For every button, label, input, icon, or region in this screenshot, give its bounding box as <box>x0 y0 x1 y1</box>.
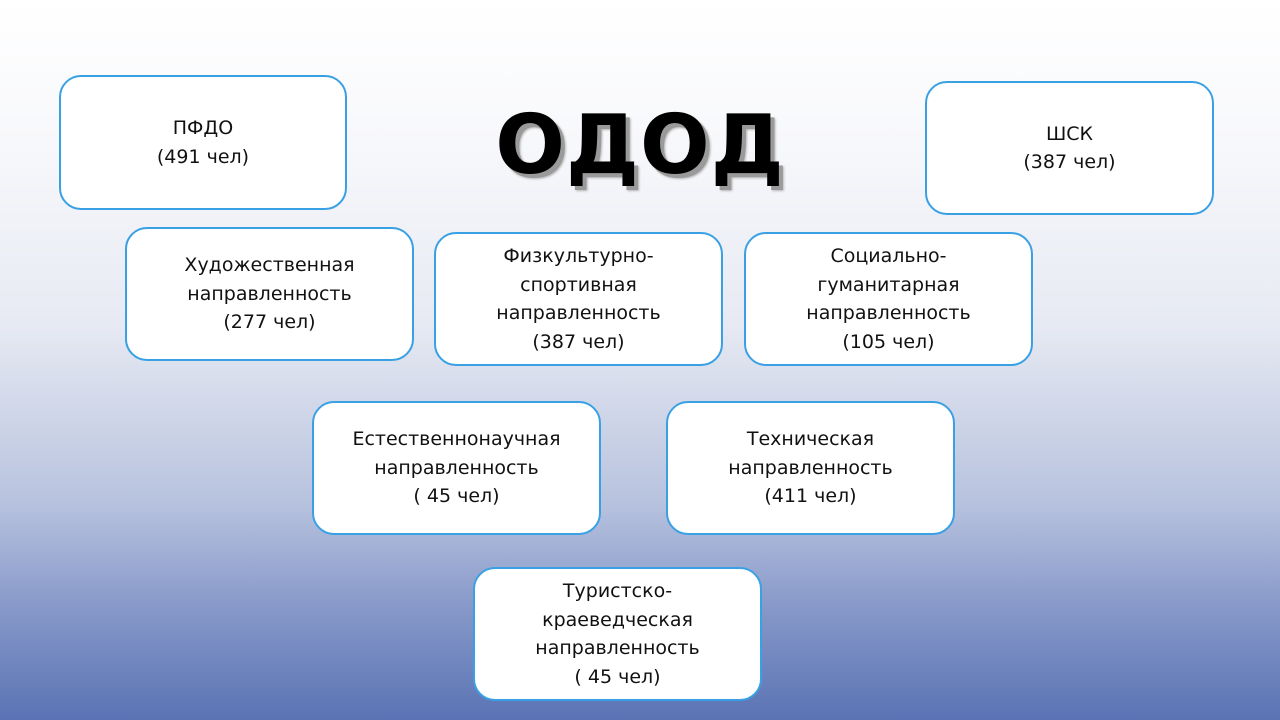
box-pfdo <box>59 75 347 210</box>
box-shsk <box>925 81 1214 215</box>
box-label: Туристско- <box>562 580 673 602</box>
box-label: гуманитарная <box>817 273 960 296</box>
box-label: Художественная <box>184 254 355 277</box>
box-tourism-direction <box>473 567 762 701</box>
box-count: (387 чел) <box>1023 151 1116 173</box>
box-label: Социально- <box>830 245 947 267</box>
box-label: Естественнонаучная <box>352 428 561 451</box>
box-label: направленность <box>535 637 700 659</box>
box-count: (411 чел) <box>764 485 857 508</box>
box-label: ШСК <box>1045 122 1094 145</box>
box-label: направленность <box>728 456 893 479</box>
box-label: направленность <box>806 302 971 324</box>
box-label: Техническая <box>746 428 875 451</box>
box-sport-direction <box>434 232 723 366</box>
box-count: (277 чел) <box>223 311 316 334</box>
box-science-direction <box>312 401 601 535</box>
box-label: Физкультурно- <box>503 245 654 267</box>
box-social-direction <box>744 232 1033 366</box>
box-label: направленность <box>496 302 661 324</box>
box-count: ( 45 чел) <box>413 485 500 508</box>
box-count: (105 чел) <box>842 330 935 353</box>
box-label: направленность <box>374 456 539 479</box>
box-count: (387 чел) <box>532 330 625 353</box>
box-label: спортивная <box>520 273 637 296</box>
box-label: краеведческая <box>542 608 693 631</box>
box-count: ( 45 чел) <box>574 665 661 688</box>
box-label: направленность <box>187 282 352 305</box>
box-count: (491 чел) <box>156 145 250 168</box>
box-art-direction <box>125 227 414 361</box>
box-tech-direction <box>666 401 955 535</box>
box-label: ПФДО <box>172 117 234 139</box>
diagram-title: ОДОД <box>495 97 785 193</box>
